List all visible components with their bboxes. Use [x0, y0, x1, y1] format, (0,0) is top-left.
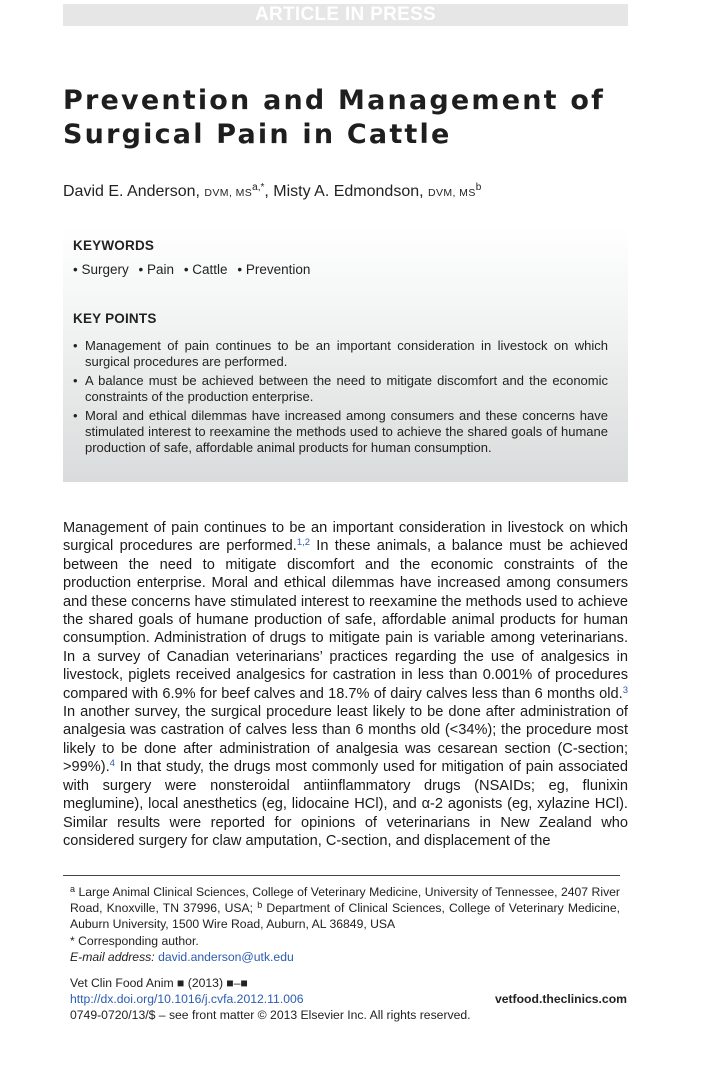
key-point-item: • Management of pain continues to be an important consideration in livestock on which surgical procedures are performed. — [73, 338, 608, 370]
corresponding-author-note: * Corresponding author. — [70, 933, 199, 948]
article-in-press-banner: ARTICLE IN PRESS — [63, 4, 628, 26]
affiliation-b-mark: b — [257, 900, 263, 911]
email-link[interactable]: david.anderson@utk.edu — [158, 949, 294, 964]
body-text-1: Management of pain continues to be an important consideration in livestock on which surgical procedures are performed. — [63, 520, 628, 555]
keyword-item: • Pain — [139, 262, 175, 277]
key-points-heading: KEY POINTS — [73, 311, 157, 326]
email-label: E-mail address: — [70, 949, 155, 964]
body-text-3: In another survey, the surgical procedure least likely to be done after administration of analgesia was castration of calves less than 6 months old (<34%); the procedure most likely to be done after administration of analgesia was cesarean section (C-section; >99%). — [63, 704, 628, 776]
doi-link[interactable]: http://dx.doi.org/10.1016/j.cvfa.2012.11.006 — [70, 992, 304, 1007]
body-paragraph — [63, 519, 628, 850]
title-line-2: Surgical Pain in Cattle — [63, 119, 452, 150]
author-line — [63, 183, 481, 201]
footnotes — [70, 884, 620, 965]
journal-site-link[interactable]: vetfood.theclinics.com — [494, 992, 627, 1007]
footnote-divider — [63, 875, 620, 876]
affiliations-footnote — [70, 884, 620, 933]
keyword-item: • Prevention — [237, 262, 310, 277]
key-points-list — [73, 338, 608, 459]
reference-link[interactable]: 4 — [109, 758, 115, 770]
author-2-degree: DVM, MS — [428, 187, 476, 199]
author-1-affiliation-mark[interactable]: a,* — [252, 182, 265, 193]
author-2-affiliation-mark[interactable]: b — [475, 182, 482, 193]
email-line — [70, 949, 620, 965]
body-text-2: In these animals, a balance must be achieved between the need to mitigate discomfort and the economic constraints of the production enterprise. Moral and ethical dilemmas have increased among consumers and these concerns have stimulated interest to reexamine the methods used to achieve the shared goals of humane production of safe, affordable animal products for human consumption. Administration of drugs to mitigate pain is variable among veterinarians. In a survey of Canadian veterinarians’ practices regarding the use of analgesics in livestock, piglets received analgesics for castration in less than 0.001% of procedures compared with 6.9% for beef calves and 18.7% of dairy calves less than 6 months old. — [63, 538, 629, 702]
body-text-4: In that study, the drugs most commonly used for mitigation of pain associated with surgery were nonsteroidal antiinflammatory drugs (NSAIDs; eg, flunixin meglumine), local anesthetics (eg, lidocaine HCl), and α-2 agonists (eg, xylazine HCl). Similar results were reported for opinions of veterinarians in New Zealand who considered surgery for claw amputation, C-section, and displacement of the — [63, 759, 628, 849]
journal-footer — [70, 975, 627, 1024]
author-1-name: David E. Anderson, — [63, 183, 200, 200]
article-title — [63, 84, 663, 152]
affiliation-b-text: Department of Clinical Sciences, College of Veterinary Medicine, Auburn University, 1500 Wire Road, Auburn, AL 36849, USA — [70, 901, 620, 932]
copyright-line: 0749-0720/13/$ – see front matter © 2013 Elsevier Inc. All rights reserved. — [70, 1008, 471, 1023]
journal-citation: Vet Clin Food Anim ■ (2013) ■–■ — [70, 976, 248, 990]
keywords-list — [73, 262, 310, 277]
reference-link[interactable]: 3 — [622, 684, 628, 696]
reference-link[interactable]: 1,2 — [296, 537, 311, 549]
author-2-name: , Misty A. Edmondson, — [264, 183, 424, 200]
keyword-item: • Cattle — [184, 262, 228, 277]
affiliation-a-mark: a — [70, 884, 76, 894]
keywords-keypoints-box — [63, 226, 628, 482]
title-line-1: Prevention and Management of — [63, 85, 606, 116]
affiliation-a-text: Large Animal Clinical Sciences, College of Veterinary Medicine, University of Tennessee, 2407 River Road, Knoxville, TN 37996, USA; — [70, 885, 620, 916]
keyword-item: • Surgery — [73, 262, 129, 277]
author-1-degree: DVM, MS — [204, 187, 253, 199]
keywords-heading: KEYWORDS — [73, 238, 155, 253]
key-point-item: • A balance must be achieved between the need to mitigate discomfort and the economic constraints of the production enterprise. — [73, 373, 608, 405]
key-point-item: • Moral and ethical dilemmas have increased among consumers and these concerns have stimulated interest to reexamine the methods used to achieve the shared goals of humane production of safe, affordable animal products for human consumption. — [73, 408, 608, 456]
